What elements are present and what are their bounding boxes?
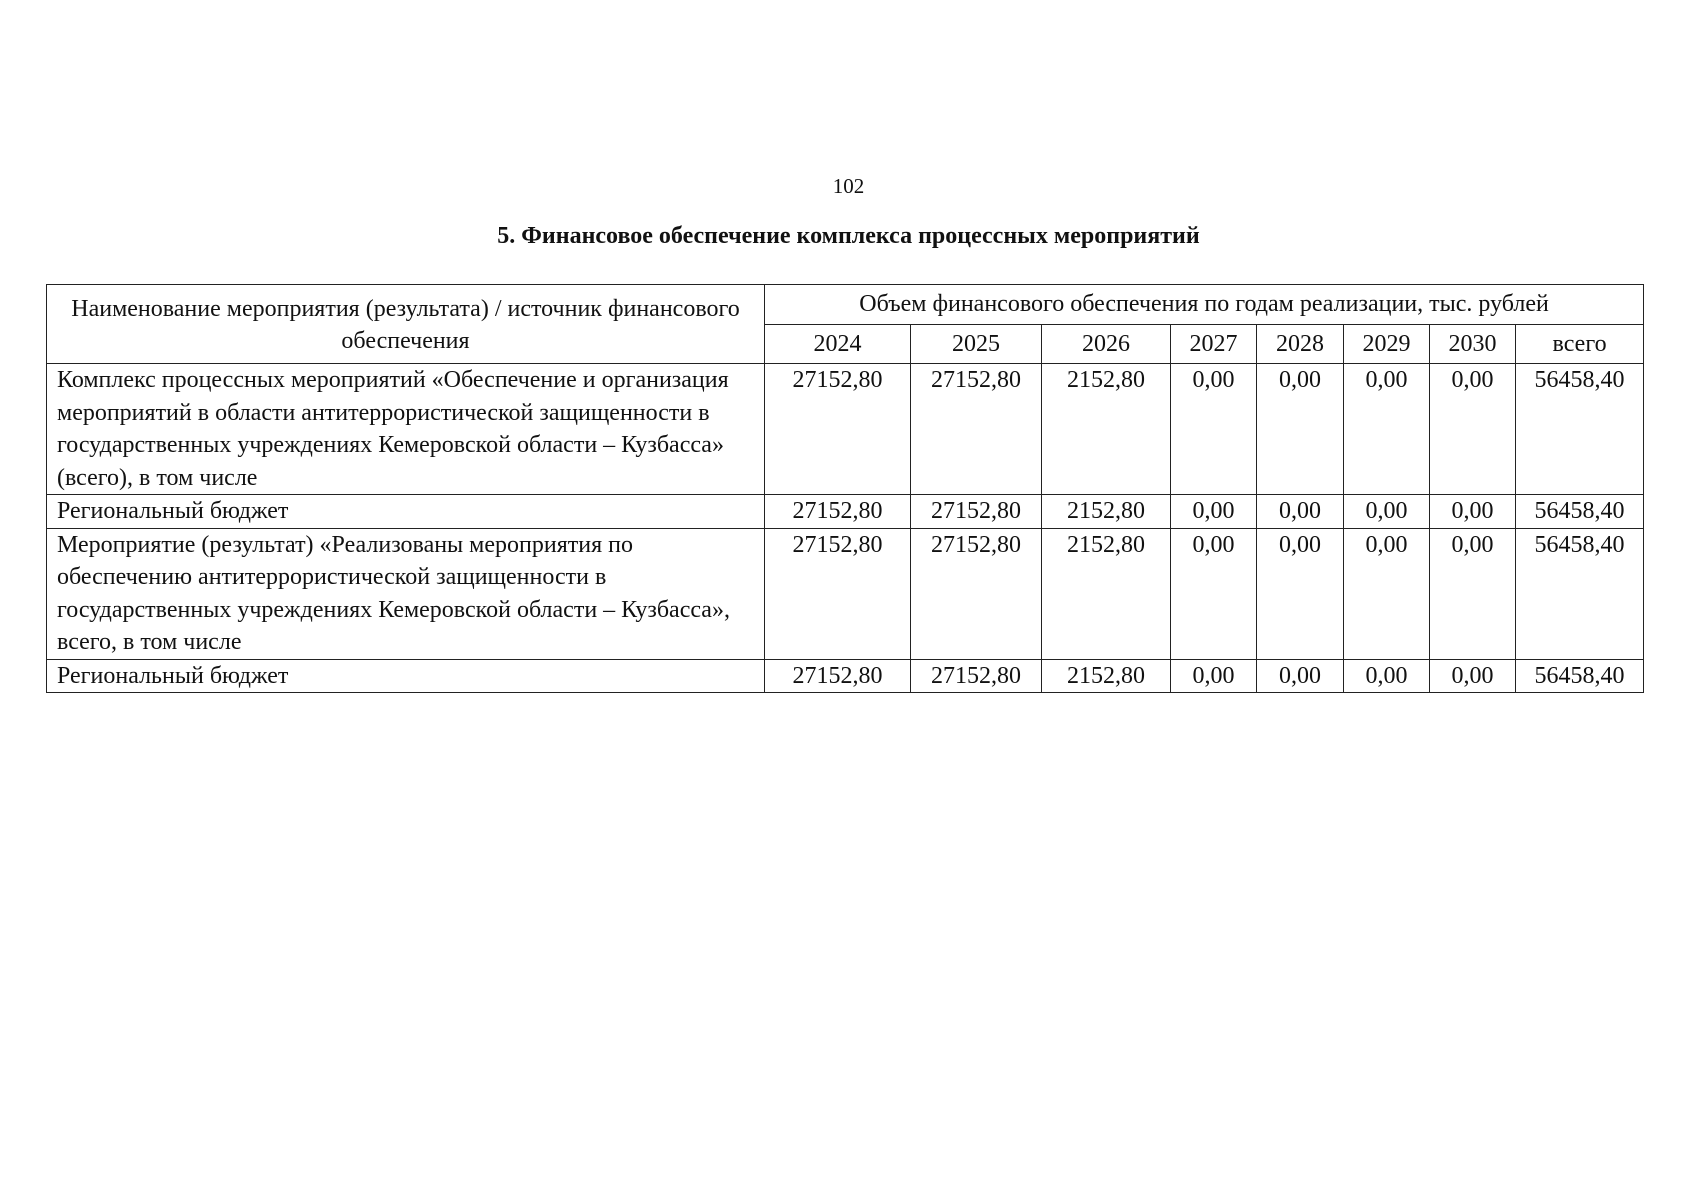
table-row: [47, 495, 1644, 529]
value-2026: 2152,80: [1042, 364, 1171, 495]
row-label: Комплекс процессных мероприятий «Обеспечение и организация мероприятий в области антитеррористической защищенности в государственных учреждениях Кемеровской области – Кузбасса» (всего), в том числе: [47, 364, 765, 495]
value-2028: 0,00: [1257, 495, 1344, 529]
table-row: [47, 528, 1644, 659]
value-2027: 0,00: [1171, 495, 1257, 529]
value-2026: 2152,80: [1042, 528, 1171, 659]
value-2030: 0,00: [1430, 659, 1516, 693]
value-total: 56458,40: [1516, 659, 1644, 693]
page-number: 102: [832, 174, 865, 198]
value-2027: 0,00: [1171, 364, 1257, 495]
section-title: 5. Финансовое обеспечение комплекса процессных мероприятий: [497, 223, 1200, 249]
value-2024: 27152,80: [765, 495, 911, 529]
header-year-2025: 2025: [911, 325, 1042, 364]
value-2025: 27152,80: [911, 495, 1042, 529]
value-2025: 27152,80: [911, 659, 1042, 693]
row-label: Мероприятие (результат) «Реализованы мероприятия по обеспечению антитеррористической защищенности в государственных учреждениях Кемеровской области – Кузбасса», всего, в том числе: [47, 528, 765, 659]
value-2030: 0,00: [1430, 495, 1516, 529]
header-year-2029: 2029: [1344, 325, 1430, 364]
header-group-cell: Объем финансового обеспечения по годам реализации, тыс. рублей: [765, 285, 1644, 325]
value-2026: 2152,80: [1042, 659, 1171, 693]
header-year-2028: 2028: [1257, 325, 1344, 364]
value-2030: 0,00: [1430, 364, 1516, 495]
value-2027: 0,00: [1171, 528, 1257, 659]
value-2025: 27152,80: [911, 364, 1042, 495]
table-row: [47, 364, 1644, 495]
header-year-2027: 2027: [1171, 325, 1257, 364]
header-year-2030: 2030: [1430, 325, 1516, 364]
value-2025: 27152,80: [911, 528, 1042, 659]
value-2027: 0,00: [1171, 659, 1257, 693]
value-2028: 0,00: [1257, 659, 1344, 693]
value-2030: 0,00: [1430, 528, 1516, 659]
value-2029: 0,00: [1344, 495, 1430, 529]
financing-table: [46, 284, 1644, 693]
header-total: всего: [1516, 325, 1644, 364]
row-label: Региональный бюджет: [47, 495, 765, 529]
value-total: 56458,40: [1516, 364, 1644, 495]
value-2029: 0,00: [1344, 364, 1430, 495]
value-2028: 0,00: [1257, 528, 1344, 659]
header-year-2026: 2026: [1042, 325, 1171, 364]
value-total: 56458,40: [1516, 528, 1644, 659]
header-name-cell: Наименование мероприятия (результата) / источник финансового обеспечения: [47, 285, 765, 364]
row-label: Региональный бюджет: [47, 659, 765, 693]
value-2026: 2152,80: [1042, 495, 1171, 529]
value-2024: 27152,80: [765, 364, 911, 495]
value-2024: 27152,80: [765, 659, 911, 693]
value-2028: 0,00: [1257, 364, 1344, 495]
value-2029: 0,00: [1344, 528, 1430, 659]
value-2029: 0,00: [1344, 659, 1430, 693]
table-row: [47, 659, 1644, 693]
header-year-2024: 2024: [765, 325, 911, 364]
value-total: 56458,40: [1516, 495, 1644, 529]
value-2024: 27152,80: [765, 528, 911, 659]
header-row-group: [47, 285, 1644, 325]
